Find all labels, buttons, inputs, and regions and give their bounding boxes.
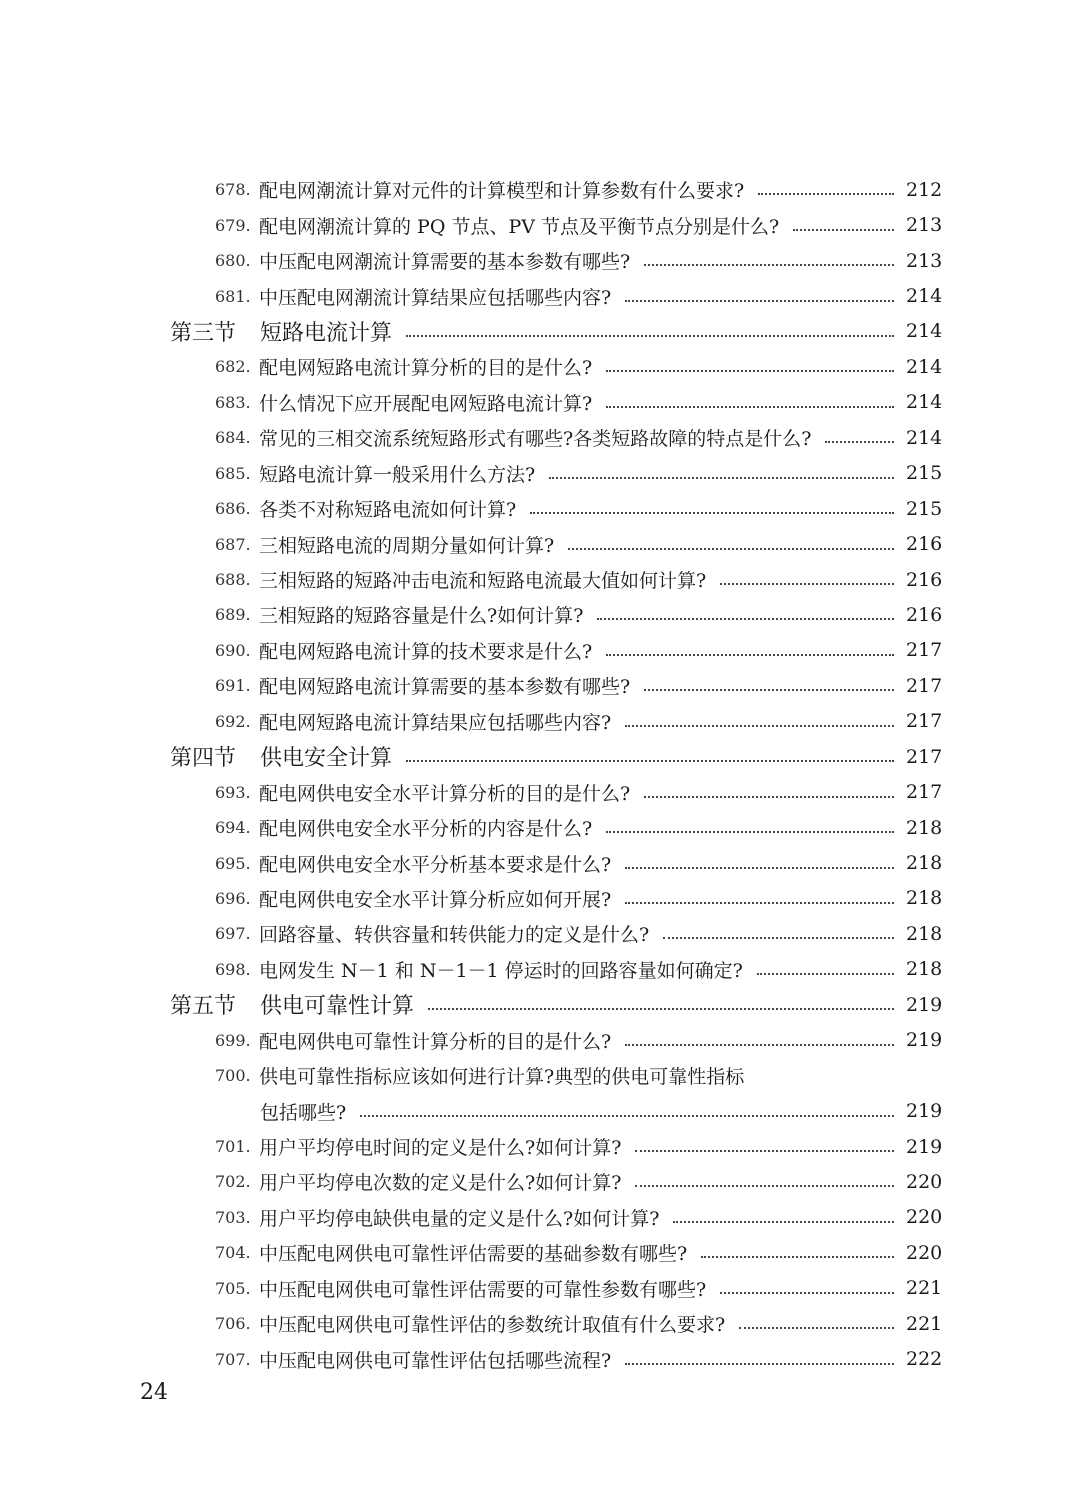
dot-leader <box>606 405 894 408</box>
toc-question-entry[interactable] <box>170 881 943 916</box>
dot-leader <box>793 228 894 231</box>
dot-leader <box>625 299 894 302</box>
question-number: 682. <box>215 357 251 377</box>
dot-leader <box>644 688 894 691</box>
toc-question-entry[interactable] <box>170 1306 943 1341</box>
page-ref: 218 <box>906 958 943 981</box>
dot-leader <box>757 972 894 975</box>
question-number: 695. <box>215 853 251 873</box>
question-text: 供电可靠性指标应该如何进行计算?典型的供电可靠性指标 <box>259 1066 745 1089</box>
question-number: 706. <box>215 1314 251 1334</box>
dot-leader <box>635 1149 894 1152</box>
toc-question-entry[interactable] <box>170 491 943 526</box>
page-ref: 215 <box>906 497 943 520</box>
question-text: 配电网短路电流计算分析的目的是什么? <box>259 357 593 380</box>
question-number: 701. <box>215 1137 251 1157</box>
dot-leader <box>625 1362 894 1365</box>
question-text: 中压配电网潮流计算结果应包括哪些内容? <box>259 286 612 309</box>
page-ref: 218 <box>906 852 943 875</box>
toc-question-entry[interactable] <box>170 774 943 809</box>
dot-leader <box>549 476 894 479</box>
section-title: 短路电流计算 <box>260 320 393 346</box>
question-number: 699. <box>215 1030 251 1050</box>
question-text: 常见的三相交流系统短路形式有哪些?各类短路故障的特点是什么? <box>259 428 812 451</box>
question-text: 什么情况下应开展配电网短路电流计算? <box>259 392 593 415</box>
section-label: 第五节 <box>170 994 237 1020</box>
dot-leader <box>360 1114 894 1117</box>
section-label: 第三节 <box>170 320 237 346</box>
question-text: 三相短路的短路容量是什么?如何计算? <box>259 605 584 628</box>
page-ref: 218 <box>906 922 943 945</box>
question-number: 681. <box>215 286 251 306</box>
dot-leader <box>606 830 894 833</box>
toc-question-entry[interactable] <box>170 562 943 597</box>
page-ref: 218 <box>906 816 943 839</box>
question-number: 686. <box>215 499 251 519</box>
dot-leader <box>625 1043 894 1046</box>
page-ref: 219 <box>906 1029 943 1052</box>
question-number: 696. <box>215 888 251 908</box>
page-ref: 217 <box>906 639 943 662</box>
toc-question-entry[interactable] <box>170 456 943 491</box>
dot-leader <box>428 1007 894 1010</box>
toc-question-entry[interactable] <box>170 1129 943 1164</box>
dot-leader <box>606 369 894 372</box>
question-number: 679. <box>215 215 251 235</box>
dot-leader <box>606 653 894 656</box>
toc-question-entry[interactable] <box>170 1164 943 1199</box>
question-text: 电网发生 N－1 和 N－1－1 停运时的回路容量如何确定? <box>259 959 743 982</box>
question-number: 705. <box>215 1278 251 1298</box>
toc-question-entry[interactable] <box>170 704 943 739</box>
page-ref: 219 <box>906 993 943 1016</box>
toc-question-continuation[interactable] <box>170 1093 943 1128</box>
toc-question-entry[interactable] <box>170 1271 943 1306</box>
dot-leader <box>720 582 894 585</box>
page-ref: 214 <box>906 285 943 308</box>
page-ref: 214 <box>906 426 943 449</box>
toc-section-entry[interactable] <box>170 739 943 774</box>
dot-leader <box>720 1291 894 1294</box>
dot-leader <box>568 547 894 550</box>
dot-leader <box>644 263 894 266</box>
dot-leader <box>530 511 894 514</box>
question-text: 配电网潮流计算对元件的计算模型和计算参数有什么要求? <box>259 180 745 203</box>
toc-question-entry[interactable] <box>170 385 943 420</box>
toc-question-entry[interactable] <box>170 349 943 384</box>
question-text: 各类不对称短路电流如何计算? <box>259 499 517 522</box>
page-ref: 213 <box>906 214 943 237</box>
toc-question-entry[interactable] <box>170 597 943 632</box>
question-text: 配电网供电安全水平分析的内容是什么? <box>259 818 593 841</box>
question-text: 配电网供电安全水平计算分析的目的是什么? <box>259 782 631 805</box>
page-ref: 213 <box>906 249 943 272</box>
question-number: 702. <box>215 1172 251 1192</box>
page-ref: 216 <box>906 603 943 626</box>
dot-leader <box>663 936 894 939</box>
question-text: 配电网短路电流计算需要的基本参数有哪些? <box>259 676 631 699</box>
question-number: 690. <box>215 640 251 660</box>
toc-question-entry[interactable] <box>170 526 943 561</box>
page-ref: 219 <box>906 1135 943 1158</box>
question-number: 693. <box>215 782 251 802</box>
question-number: 678. <box>215 180 251 200</box>
toc-question-entry[interactable] <box>170 420 943 455</box>
toc-question-entry[interactable] <box>170 845 943 880</box>
dot-leader <box>625 724 894 727</box>
dot-leader <box>758 192 894 195</box>
question-number: 691. <box>215 676 251 696</box>
toc-question-entry[interactable] <box>170 172 943 207</box>
toc-question-entry[interactable] <box>170 207 943 242</box>
page-ref: 217 <box>906 745 943 768</box>
question-text: 配电网短路电流计算的技术要求是什么? <box>259 640 593 663</box>
toc-question-entry[interactable] <box>170 1023 943 1058</box>
dot-leader <box>644 795 894 798</box>
question-text: 三相短路电流的周期分量如何计算? <box>259 534 555 557</box>
page-ref: 216 <box>906 533 943 556</box>
toc-question-entry[interactable] <box>170 1341 943 1376</box>
page-ref: 217 <box>906 674 943 697</box>
dot-leader <box>406 759 894 762</box>
question-number: 680. <box>215 251 251 271</box>
page-ref: 221 <box>906 1312 943 1335</box>
question-text: 中压配电网潮流计算需要的基本参数有哪些? <box>259 251 631 274</box>
page-ref: 214 <box>906 391 943 414</box>
table-of-contents <box>170 172 943 1377</box>
dot-leader <box>739 1326 894 1329</box>
toc-question-entry[interactable] <box>170 1200 943 1235</box>
question-text: 包括哪些? <box>260 1101 347 1124</box>
question-text: 配电网供电安全水平分析基本要求是什么? <box>259 853 612 876</box>
question-text: 中压配电网供电可靠性评估需要的基础参数有哪些? <box>259 1243 688 1266</box>
question-text: 配电网供电安全水平计算分析应如何开展? <box>259 888 612 911</box>
page-ref: 221 <box>906 1277 943 1300</box>
question-text: 配电网潮流计算的 PQ 节点、PV 节点及平衡节点分别是什么? <box>259 215 780 238</box>
toc-question-entry[interactable] <box>170 952 943 987</box>
page-ref: 220 <box>906 1241 943 1264</box>
page-ref: 214 <box>906 355 943 378</box>
question-text: 回路容量、转供容量和转供能力的定义是什么? <box>259 924 650 947</box>
question-number: 698. <box>215 959 251 979</box>
dot-leader <box>406 334 894 337</box>
toc-question-entry[interactable] <box>170 810 943 845</box>
page-number: 24 <box>140 1380 168 1405</box>
question-text: 用户平均停电缺供电量的定义是什么?如何计算? <box>259 1207 660 1230</box>
page-ref: 217 <box>906 710 943 733</box>
question-number: 703. <box>215 1207 251 1227</box>
question-number: 692. <box>215 711 251 731</box>
dot-leader <box>597 617 894 620</box>
dot-leader <box>701 1255 894 1258</box>
section-title: 供电可靠性计算 <box>260 994 415 1020</box>
toc-section-entry[interactable] <box>170 314 943 349</box>
toc-question-entry[interactable] <box>170 668 943 703</box>
toc-question-entry[interactable] <box>170 1058 940 1093</box>
toc-question-entry[interactable] <box>170 1235 943 1270</box>
question-text: 用户平均停电次数的定义是什么?如何计算? <box>259 1172 622 1195</box>
page-ref: 214 <box>906 320 943 343</box>
question-number: 688. <box>215 570 251 590</box>
dot-leader <box>625 866 894 869</box>
section-title: 供电安全计算 <box>260 746 393 772</box>
question-text: 配电网短路电流计算结果应包括哪些内容? <box>259 711 612 734</box>
question-number: 707. <box>215 1349 251 1369</box>
dot-leader <box>825 440 894 443</box>
page-ref: 218 <box>906 887 943 910</box>
question-number: 684. <box>215 428 251 448</box>
page-ref: 212 <box>906 178 943 201</box>
toc-question-entry[interactable] <box>170 278 943 313</box>
question-text: 配电网供电可靠性计算分析的目的是什么? <box>259 1030 612 1053</box>
toc-question-entry[interactable] <box>170 243 943 278</box>
page-ref: 220 <box>906 1170 943 1193</box>
page-ref: 222 <box>906 1348 943 1371</box>
question-text: 中压配电网供电可靠性评估包括哪些流程? <box>259 1349 612 1372</box>
question-number: 687. <box>215 534 251 554</box>
dot-leader <box>673 1220 894 1223</box>
page-ref: 217 <box>906 781 943 804</box>
question-number: 697. <box>215 924 251 944</box>
question-number: 704. <box>215 1243 251 1263</box>
question-text: 中压配电网供电可靠性评估的参数统计取值有什么要求? <box>259 1314 726 1337</box>
page-ref: 220 <box>906 1206 943 1229</box>
question-number: 685. <box>215 463 251 483</box>
question-text: 中压配电网供电可靠性评估需要的可靠性参数有哪些? <box>259 1278 707 1301</box>
page-ref: 215 <box>906 462 943 485</box>
question-text: 短路电流计算一般采用什么方法? <box>259 463 536 486</box>
question-number: 689. <box>215 605 251 625</box>
page-ref: 216 <box>906 568 943 591</box>
question-number: 683. <box>215 392 251 412</box>
toc-question-entry[interactable] <box>170 633 943 668</box>
page-ref: 219 <box>906 1100 943 1123</box>
toc-section-entry[interactable] <box>170 987 943 1022</box>
question-text: 三相短路的短路冲击电流和短路电流最大值如何计算? <box>259 570 707 593</box>
question-number: 700. <box>215 1066 251 1086</box>
question-number: 694. <box>215 818 251 838</box>
section-label: 第四节 <box>170 746 237 772</box>
dot-leader <box>635 1184 894 1187</box>
toc-question-entry[interactable] <box>170 916 943 951</box>
question-text: 用户平均停电时间的定义是什么?如何计算? <box>259 1137 622 1160</box>
dot-leader <box>625 901 894 904</box>
